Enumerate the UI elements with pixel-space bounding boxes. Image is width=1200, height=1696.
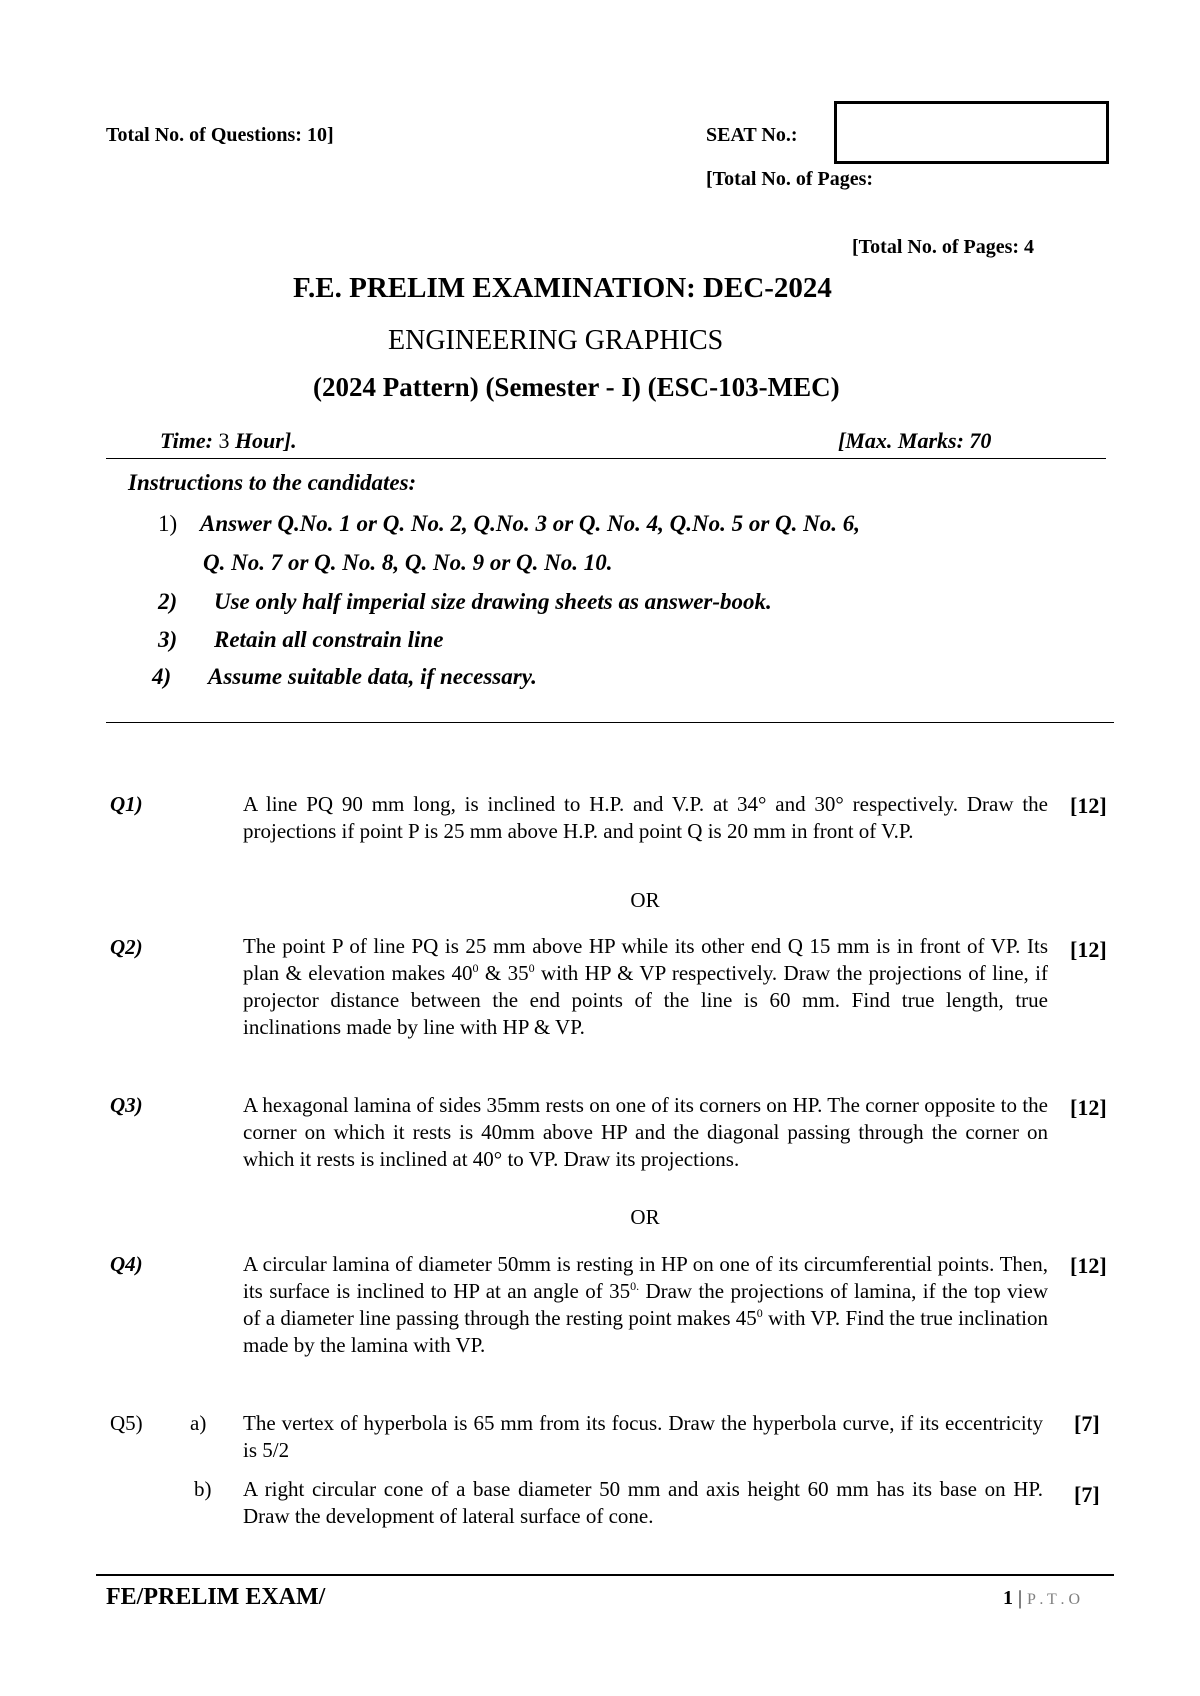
q5a-text: The vertex of hyperbola is 65 mm from its focus. Draw the hyperbola curve, if its eccentricity is 5/2	[243, 1411, 1043, 1462]
q5b-label: b)	[194, 1477, 212, 1501]
total-questions: Total No. of Questions: 10]	[106, 124, 334, 146]
instruction-1-number: 1)	[158, 511, 178, 536]
pto-label: P . T . O	[1027, 1591, 1081, 1608]
time-line	[160, 428, 297, 454]
or-separator-1: OR	[630, 888, 660, 912]
instruction-1-text: Answer Q.No. 1 or Q. No. 2, Q.No. 3 or Q. No. 4, Q.No. 5 or Q. No. 6,	[200, 511, 861, 536]
instruction-2-number: 2)	[158, 589, 178, 614]
q3-marks: [12]	[1070, 1095, 1107, 1120]
page-number	[1003, 1587, 1080, 1610]
exam-title: F.E. PRELIM EXAMINATION: DEC-2024	[293, 272, 832, 304]
q5-label: Q5)	[110, 1411, 143, 1435]
q4-marks: [12]	[1070, 1253, 1107, 1278]
time-unit: Hour].	[234, 428, 297, 453]
instruction-3-text: Retain all constrain line	[214, 627, 444, 652]
q4-label: Q4)	[110, 1252, 143, 1276]
q1-marks: [12]	[1070, 793, 1107, 818]
q2-text: The point P of line PQ is 25 mm above HP while its other end Q 15 mm is in front of VP. Its plan & elevation makes $40^0$ & $35^0$ with HP & VP respectively. Draw the projections of line, if projector distance between the end points of the line is 60 mm. Find true length, true inclinations made by line with HP & VP.	[243, 934, 1048, 1039]
q5a-marks: [7]	[1074, 1411, 1100, 1436]
max-marks: [Max. Marks: 70	[838, 428, 992, 453]
q3-label: Q3)	[110, 1093, 143, 1117]
q3-text: A hexagonal lamina of sides 35mm rests on one of its corners on HP. The corner opposite to the corner on which it rests is 40mm above HP and the diagonal passing through the corner on which it rests is inclined at 40° to VP. Draw its projections.	[243, 1093, 1048, 1171]
q4-text: A circular lamina of diameter 50mm is resting in HP on one of its circumferential points. Then, its surface is inclined to HP at an angle of $35^{0.}$ Draw the projections of lamina, if the top view of a diameter line passing through the resting point makes $45^0$ with VP. Find the true inclination made by the lamina with VP.	[243, 1252, 1048, 1357]
q5b-text: A right circular cone of a base diameter 50 mm and axis height 60 mm has its base on HP. Draw the development of lateral surface of cone.	[243, 1477, 1043, 1528]
instruction-2-text: Use only half imperial size drawing sheets as answer-book.	[214, 589, 772, 614]
seat-number-box[interactable]	[834, 101, 1109, 164]
time-label: Time:	[160, 428, 213, 453]
footer-divider	[96, 1574, 1114, 1576]
instructions-heading: Instructions to the candidates:	[128, 470, 417, 495]
instruction-1-continuation: Q. No. 7 or Q. No. 8, Q. No. 9 or Q. No. 10.	[203, 550, 613, 575]
total-pages-label: [Total No. of Pages:	[706, 168, 874, 190]
instruction-4-number: 4)	[152, 664, 172, 689]
subject-title: ENGINEERING GRAPHICS	[388, 325, 724, 356]
instructions-divider	[106, 722, 1114, 723]
q2-marks: [12]	[1070, 937, 1107, 962]
q5b-marks: [7]	[1074, 1482, 1100, 1507]
q1-text: A line PQ 90 mm long, is inclined to H.P. and V.P. at 34° and 30° respectively. Draw the projections if point P is 25 mm above H.P. and point Q is 20 mm in front of V.P.	[243, 792, 1048, 843]
q5a-label: a)	[190, 1411, 207, 1435]
total-pages: [Total No. of Pages: 4	[852, 236, 1035, 258]
page-separator: |	[1018, 1587, 1023, 1609]
pattern-line: (2024 Pattern) (Semester - I) (ESC-103-MEC)	[313, 372, 840, 402]
footer-left: FE/PRELIM EXAM/	[106, 1584, 326, 1610]
page-number-value: 1	[1003, 1587, 1013, 1609]
q2-label: Q2)	[110, 935, 143, 959]
time-value: 3	[218, 428, 230, 453]
q1-label: Q1)	[110, 792, 143, 816]
seat-label: SEAT No.:	[706, 124, 798, 146]
or-separator-2: OR	[630, 1205, 660, 1229]
header-divider	[106, 458, 1106, 459]
instruction-4-text: Assume suitable data, if necessary.	[208, 664, 537, 689]
instruction-3-number: 3)	[158, 627, 178, 652]
